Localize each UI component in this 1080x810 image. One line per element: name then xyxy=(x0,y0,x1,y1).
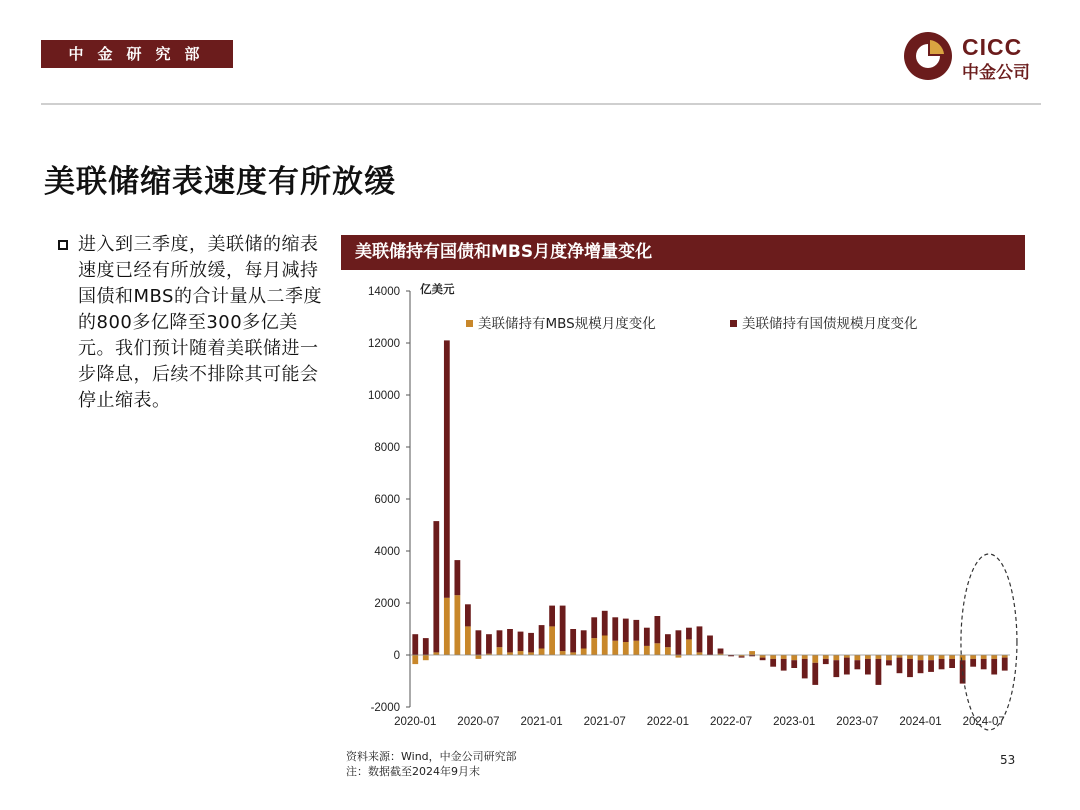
treasury-bar xyxy=(991,659,997,675)
treasury-bar xyxy=(549,606,555,627)
x-tick-label: 2024-01 xyxy=(899,716,942,728)
mbs-bar xyxy=(654,643,660,655)
mbs-bar xyxy=(928,655,934,660)
y-tick-label: 4000 xyxy=(374,546,400,558)
date-note: 注：数据截至2024年9月末 xyxy=(346,765,480,778)
treasury-bar xyxy=(444,340,450,597)
treasury-bar xyxy=(823,659,829,664)
treasury-bar xyxy=(623,619,629,642)
treasury-bar xyxy=(918,660,924,673)
y-tick-label: -2000 xyxy=(370,702,400,714)
bar-chart xyxy=(330,275,1030,740)
x-tick-label: 2021-01 xyxy=(520,716,563,728)
y-tick-label: 12000 xyxy=(368,338,400,350)
treasury-bar xyxy=(928,660,934,672)
mbs-bar xyxy=(444,598,450,655)
y-tick-label: 8000 xyxy=(374,442,400,454)
treasury-bar xyxy=(412,634,418,655)
mbs-bar xyxy=(991,655,997,659)
y-tick-label: 6000 xyxy=(374,494,400,506)
mbs-bar xyxy=(612,641,618,655)
highlight-ellipse xyxy=(961,554,1017,730)
mbs-bar xyxy=(412,655,418,664)
treasury-bar xyxy=(581,630,587,648)
mbs-bar xyxy=(949,655,955,659)
mbs-bar xyxy=(791,655,797,660)
treasury-bar xyxy=(423,638,429,655)
bullet-text: 进入到三季度，美联储的缩表速度已经有所放缓，每月减持国债和MBS的合计量从二季度的800多亿降至300多亿美元。我们预计随着美联储进一步降息，后续不排除其可能会停止缩表。 xyxy=(78,234,322,411)
treasury-bar xyxy=(876,659,882,685)
treasury-bar xyxy=(476,630,482,655)
mbs-bar xyxy=(591,638,597,655)
y-tick-label: 0 xyxy=(393,650,400,662)
logo-text-en: CICC xyxy=(962,34,1023,60)
treasury-bar xyxy=(802,659,808,679)
mbs-bar xyxy=(907,655,913,659)
y-axis-unit-label: 亿美元 xyxy=(420,282,455,296)
department-tag: 中金研究部 xyxy=(41,40,233,68)
mbs-bar xyxy=(581,649,587,656)
mbs-bar xyxy=(981,655,987,659)
mbs-bar xyxy=(518,651,524,655)
x-tick-label: 2020-01 xyxy=(394,716,437,728)
y-tick-label: 14000 xyxy=(368,286,400,298)
x-tick-label: 2024-07 xyxy=(962,716,1005,728)
mbs-bar xyxy=(939,655,945,659)
treasury-bar xyxy=(833,660,839,677)
mbs-bar xyxy=(560,651,566,655)
mbs-bar xyxy=(749,651,755,655)
treasury-bar xyxy=(886,660,892,665)
mbs-bar xyxy=(854,655,860,660)
treasury-bar xyxy=(770,659,776,667)
mbs-bar xyxy=(476,655,482,659)
treasury-bar xyxy=(939,659,945,669)
mbs-bar xyxy=(602,636,608,656)
logo-text-cn: 中金公司 xyxy=(962,63,1030,83)
treasury-bar xyxy=(486,634,492,654)
mbs-bar xyxy=(644,646,650,655)
mbs-bar xyxy=(454,595,460,655)
treasury-bar xyxy=(1002,658,1008,671)
treasury-bar xyxy=(781,659,787,671)
treasury-bar xyxy=(570,629,576,652)
treasury-bar xyxy=(602,611,608,636)
mbs-bar xyxy=(665,647,671,655)
treasury-bar xyxy=(454,560,460,595)
x-tick-label: 2022-01 xyxy=(646,716,690,728)
treasury-bar xyxy=(897,658,903,674)
mbs-bar xyxy=(802,655,808,659)
mbs-bar xyxy=(539,649,545,656)
treasury-bar xyxy=(465,604,471,626)
y-tick-label: 2000 xyxy=(374,598,400,610)
treasury-bar xyxy=(497,630,503,647)
treasury-bar xyxy=(949,659,955,668)
source-note: 资料来源：Wind，中金公司研究部 xyxy=(346,750,517,763)
mbs-bar xyxy=(865,655,871,659)
legend-treasury-swatch xyxy=(730,320,737,327)
treasury-bar xyxy=(654,616,660,643)
treasury-bar xyxy=(981,659,987,669)
treasury-bar xyxy=(844,658,850,675)
treasury-bar xyxy=(854,660,860,669)
x-tick-label: 2023-01 xyxy=(773,716,816,728)
treasury-bar xyxy=(686,628,692,640)
treasury-bar xyxy=(791,660,797,668)
x-tick-label: 2023-07 xyxy=(836,716,879,728)
treasury-bar xyxy=(665,634,671,647)
x-tick-label: 2020-07 xyxy=(457,716,500,728)
treasury-bar xyxy=(591,617,597,638)
treasury-bar xyxy=(697,626,703,652)
cicc-logo-icon xyxy=(902,30,956,84)
mbs-bar xyxy=(876,655,882,659)
mbs-bar xyxy=(970,655,976,659)
mbs-bar xyxy=(770,655,776,659)
treasury-bar xyxy=(907,659,913,677)
page-number: 53 xyxy=(1000,753,1016,767)
mbs-bar xyxy=(633,641,639,655)
chart-header: 美联储持有国债和MBS月度净增量变化 xyxy=(341,235,1025,270)
mbs-bar xyxy=(686,639,692,655)
treasury-bar xyxy=(707,636,713,656)
treasury-bar xyxy=(633,620,639,641)
mbs-bar xyxy=(549,626,555,655)
cicc-logo xyxy=(902,30,1052,82)
mbs-bar xyxy=(833,655,839,660)
treasury-bar xyxy=(970,659,976,667)
treasury-bar xyxy=(612,617,618,640)
slide-title: 美联储缩表速度有所放缓 xyxy=(44,164,396,200)
treasury-bar xyxy=(812,663,818,685)
treasury-bar xyxy=(865,659,871,675)
treasury-bar xyxy=(644,628,650,646)
legend-treasury-label: 美联储持有国债规模月度变化 xyxy=(742,316,918,332)
legend-mbs-swatch xyxy=(466,320,473,327)
treasury-bar xyxy=(739,656,745,657)
treasury-bar xyxy=(507,629,513,652)
y-tick-label: 10000 xyxy=(368,390,400,402)
treasury-bar xyxy=(518,632,524,652)
x-tick-label: 2022-07 xyxy=(709,716,753,728)
treasury-bar xyxy=(433,521,439,652)
legend-mbs-label: 美联储持有MBS规模月度变化 xyxy=(478,316,656,332)
treasury-bar xyxy=(560,606,566,652)
mbs-bar xyxy=(918,655,924,660)
mbs-bar xyxy=(423,655,429,660)
mbs-bar xyxy=(812,655,818,663)
mbs-bar xyxy=(465,626,471,655)
treasury-bar xyxy=(718,649,724,654)
mbs-bar xyxy=(623,642,629,655)
header-divider xyxy=(41,103,1041,105)
mbs-bar xyxy=(781,655,787,659)
x-tick-label: 2021-07 xyxy=(583,716,626,728)
treasury-bar xyxy=(539,625,545,648)
mbs-bar xyxy=(823,655,829,659)
treasury-bar xyxy=(676,630,682,655)
mbs-bar xyxy=(886,655,892,660)
mbs-bar xyxy=(960,655,966,660)
footer xyxy=(346,749,517,779)
treasury-bar xyxy=(528,633,534,653)
treasury-bar xyxy=(760,658,766,661)
bullet-square-icon xyxy=(58,240,68,250)
mbs-bar xyxy=(497,647,503,655)
